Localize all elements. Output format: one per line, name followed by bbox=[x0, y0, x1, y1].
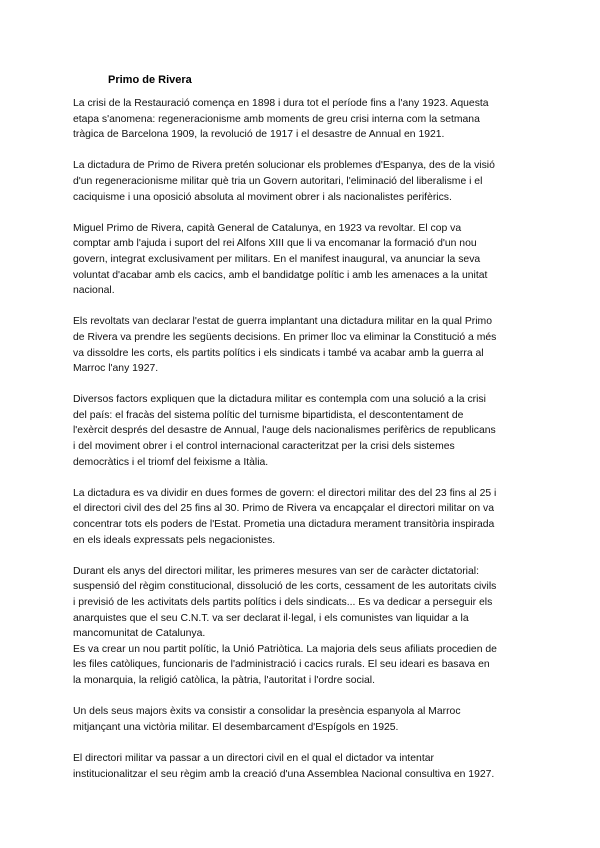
paragraph-military-directory-measures: Durant els anys del directori militar, les primeres mesures van ser de caràcter dictatorial: suspensió del règim constitucional, dissolució de les corts, cessament de les autoritats civils i previsió de les activitats dels partits polítics i dels sindicats... Es va dedicar a perseguir els anarquistes que el seu C.N.T. va ser declarat il·legal, i els comunistes van liquidar a la mancomunitat de Catalunya. bbox=[73, 565, 497, 640]
paragraph-two-directories: La dictadura es va dividir en dues formes de govern: el directori militar des del 23 fins al 25 i el directori civil des del 25 fins al 30. Primo de Rivera va encapçalar el directori militar on va concentrar tots els poders de l'Estat. Prometia una dictadura merament transitòria inspirada en els ideals expressats pels negacionistes. bbox=[73, 487, 497, 546]
paragraph-dictadura-objectives: La dictadura de Primo de Rivera pretén solucionar els problemes d'Espanya, des de la visió d'un regeneracionisme militar què tria un Govern autoritari, l'eliminació del liberalisme i el caciquisme i una oposició absoluta al moviment obrer i als nacionalistes perifèrics. bbox=[73, 160, 495, 203]
page-title: Primo de Rivera bbox=[108, 74, 192, 86]
paragraph-union-patriotica: Es va crear un nou partit polític, la Unió Patriòtica. La majoria dels seus afiliats procedien de les files catòliques, funcionaris de l'administració i cacics rurals. El seu ideari es basava en la monarquia, la religió catòlica, la pàtria, l'autoritat i l'ordre social. bbox=[73, 643, 497, 686]
paragraph-restauracio-crisis: La crisi de la Restauració comença en 1898 i dura tot el període fins a l'any 1923. Aquesta etapa s'anomena: regeneracionisme amb moments de greu crisi interna com la setmana tràgica de Barcelona 1909, la revolució de 1917 i el desastre de Annual en 1921. bbox=[73, 98, 489, 141]
paragraph-civil-directory: El directori militar va passar a un directori civil en el qual el dictador va intentar institucionalitzar el seu règim amb la creació d'una Assemblea Nacional consultiva en 1927. bbox=[73, 752, 495, 780]
paragraph-causes: Diversos factors expliquen que la dictadura militar es contempla com una solució a la crisi del país: el fracàs del sistema polític del turnisme bipartidista, el descontentament de l'exèrcit després del desastre de Annual, l'auge dels nacionalismes perifèrics de republicans i del moviment obrer i el control internacional caracteritzat per la crisi dels sistemes democràtics i el triomf del feixisme a Itàlia. bbox=[73, 394, 496, 468]
paragraph-state-of-war: Els revoltats van declarar l'estat de guerra implantant una dictadura militar en la qual Primo de Rivera va prendre les següents decisions. En primer lloc va eliminar la Constitució a més va dissoldre les corts, els partits polítics i els sindicats i també va acabar amb la guerra al Marroc l'any 1927. bbox=[73, 316, 497, 375]
document-body bbox=[73, 96, 533, 798]
paragraph-coup-1923: Miguel Primo de Rivera, capità General de Catalunya, en 1923 va revoltar. El cop va comptar amb l'ajuda i suport del rei Alfons XIII que li va encomanar la formació d'un nou govern, integrat exclusivament per militars. En el manifest inaugural, va anunciar la seva voluntat d'acabar amb els cacics, amb el bandidatge polític i amb les amenaces a la unitat nacional. bbox=[73, 222, 488, 297]
paragraph-morocco-victory: Un dels seus majors èxits va consistir a consolidar la presència espanyola al Marroc mitjançant una victòria militar. El desembarcament d'Espígols en 1925. bbox=[73, 706, 461, 733]
